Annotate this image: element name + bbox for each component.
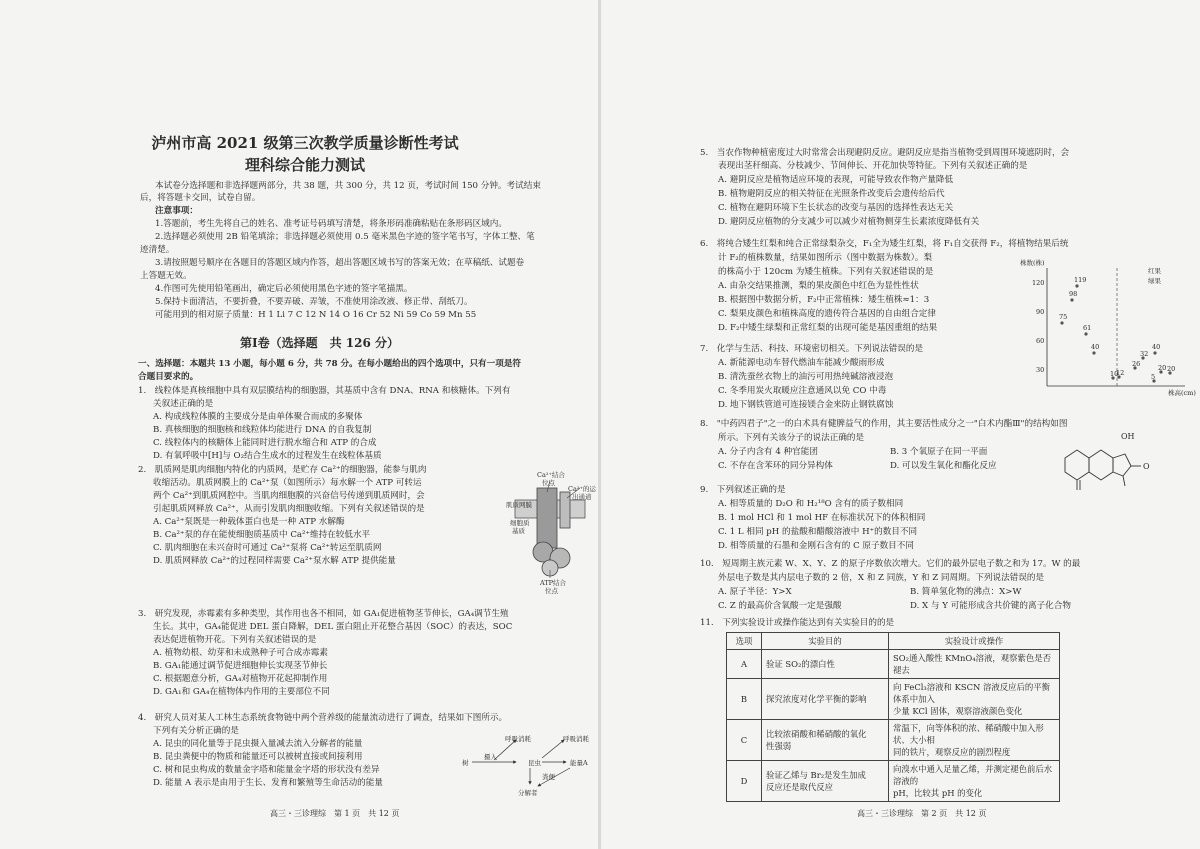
chart-ylabel: 株数(株)	[1020, 259, 1045, 267]
point-label: 12	[1116, 369, 1125, 377]
point-label: 40	[1091, 343, 1100, 351]
flow-label: 呼吸消耗	[505, 735, 531, 743]
table-row	[727, 761, 1060, 802]
q4-option-b: B. 昆虫粪便中的物质和能量还可以被树直接或间接利用	[153, 752, 363, 762]
exam-subtitle: 理科综合能力测试	[244, 156, 365, 174]
row-option: D	[727, 761, 762, 802]
row-option: B	[727, 679, 762, 720]
table-header: 选项	[727, 633, 762, 650]
q6-stem: 计 F₂的植株数量，结果如图所示（图中数据为株数）。梨	[718, 253, 933, 263]
row-operation: 常温下，向等体积的浓、稀硝酸中加入形状、大小相 同的铁片，观察反应的剧烈程度	[889, 720, 1060, 761]
row-operation: 向溴水中通入足量乙烯，并测定褪色前后水溶液的 pH，比较其 pH 的变化	[889, 761, 1060, 802]
notice-line: 上答题无效。	[140, 271, 192, 281]
flow-label: 树	[462, 759, 469, 767]
q2-option-b: B. Ca²⁺泵的存在能使细胞质基质中 Ca²⁺维持在较低水平	[153, 530, 371, 540]
y-tick: 60	[1036, 337, 1045, 345]
table-row	[727, 720, 1060, 761]
q10-stem: 外层电子数是其内层电子数的 2 倍，X 和 Z 同族，Y 和 Z 同周期。下列说法错误的是	[718, 573, 1045, 583]
table-row	[727, 650, 1060, 679]
q4-stem: 4. 研究人员对某人工林生态系统食物链中两个营养级的能量流动进行了调查，结果如下图所示。	[138, 713, 508, 723]
q3-option-b: B. GA₁能通过调节促进细胞伸长实现茎节伸长	[153, 661, 328, 671]
q2-option-d: D. 肌质网释放 Ca²⁺的过程同样需要 Ca²⁺泵水解 ATP 提供能量	[153, 556, 396, 566]
q4-stem: 下列有关分析正确的是	[153, 726, 239, 736]
q2-option-a: A. Ca²⁺泵既是一种载体蛋白也是一种 ATP 水解酶	[153, 517, 345, 527]
q5-stem: 表现出茎秆细高、分枝减少、节间伸长、开花加快等特征。下列有关叙述正确的是	[718, 161, 1028, 171]
q10-stem: 10. 短周期主族元素 W、X、Y、Z 的原子序数依次增大。它们的最外层电子数之和为 17。W 的最	[700, 559, 1081, 569]
point-label: 26	[1132, 360, 1141, 368]
notice-line: 4.作图可先使用铅笔画出，确定后必须使用黑色字迹的签字笔描黑。	[155, 284, 413, 294]
row-operation: 向 FeCl₃溶液和 KSCN 溶液反应后的平衡体系中加入 少量 KCl 固体，观察溶液颜色变化	[889, 679, 1060, 720]
point-label: 75	[1059, 313, 1068, 321]
row-option: C	[727, 720, 762, 761]
row-goal: 比较浓硝酸和稀硝酸的氧化 性强弱	[762, 720, 889, 761]
q2-option-c: C. 肌肉细胞在未兴奋时可通过 Ca²⁺泵将 Ca²⁺转运至肌质网	[153, 543, 382, 553]
flow-label: 能量A	[570, 759, 588, 767]
q4-option-d: D. 能量 A 表示是由用于生长、发育和繁殖等生命活动的能量	[153, 778, 383, 788]
row-option: A	[727, 650, 762, 679]
q6-option-b: B. 根据图中数据分析，F₂中正常植株：矮生植株≈1：3	[718, 295, 930, 305]
diagram-label: 位点	[542, 479, 555, 487]
q9-option-b: B. 1 mol HCl 和 1 mol HF 在标准状况下的体积相同	[718, 513, 926, 523]
page-footer: 高三・三诊理综 第 1 页 共 12 页	[270, 809, 400, 818]
chart-legend: 红果	[1148, 267, 1161, 275]
notice-line: 5.保持卡面清洁，不要折叠，不要弄破、弄皱，不准使用涂改液、修正带、刮纸刀。	[155, 297, 473, 307]
flow-label: 呼吸消耗	[563, 735, 589, 743]
intro-line: 本试卷分选择题和非选择题两部分，共 38 题，共 300 分，共 12 页，考试时间 150 分钟。考试结束	[155, 181, 541, 191]
y-tick: 120	[1032, 279, 1045, 287]
q3-stem: 生长。其中，GA₄能促进 DEL 蛋白降解，DEL 蛋白阻止开花整合基因（SOC）的表达，SOC	[153, 622, 513, 632]
row-goal: 验证乙烯与 Br₂是发生加成 反应还是取代反应	[762, 761, 889, 802]
diagram-label: 位点	[545, 587, 558, 595]
q10-option-c: C. Z 的最高价含氧酸一定是强酸	[718, 601, 842, 611]
diagram-label: 出通道	[572, 493, 592, 501]
q9-option-c: C. 1 L 相同 pH 的盐酸和醋酸溶液中 H⁺的数目不同	[718, 527, 918, 537]
q8-option-c: C. 不存在含苯环的同分异构体	[718, 461, 833, 471]
q10-option-b: B. 简单氢化物的沸点：X>W	[910, 587, 1022, 597]
point-label: 20	[1158, 364, 1167, 372]
notice-line: 1.答题前，考生先将自己的姓名、准考证号码填写清楚，将条形码准确粘贴在条形码区域内。	[155, 219, 507, 229]
notice-line: 迹清楚。	[140, 245, 175, 255]
q5-option-a: A. 避阴反应是植物适应环境的表现，可能导致农作物产量降低	[718, 175, 954, 185]
diagram-label: 基质	[512, 527, 525, 535]
q3-option-a: A. 植物幼根、幼芽和未成熟种子可合成赤霉素	[153, 648, 328, 658]
q6-option-c: C. 梨果皮颜色和植株高度的遗传符合基因的自由组合定律	[718, 309, 936, 319]
diagram-label: Ca²⁺结合	[537, 471, 565, 479]
notice-title: 注意事项：	[155, 206, 198, 216]
q3-option-d: D. GA₁和 GA₄在植物体内作用的主要部位不同	[153, 687, 330, 697]
q3-option-c: C. 根据题意分析，GA₄对植物开花起抑制作用	[153, 674, 328, 684]
q5-option-b: B. 植物避阴反应的相关特征在光照条件改变后会遗传给后代	[718, 189, 945, 199]
intro-line: 后，将答题卡交回，试卷自留。	[140, 193, 261, 203]
point-label: 40	[1152, 343, 1161, 351]
q2-stem: 两个 Ca²⁺到肌质网腔中。当肌肉细胞膜的兴奋信号传递到肌质网时，会	[153, 491, 425, 501]
chart-legend: 绿果	[1148, 277, 1161, 285]
q3-stem: 表达促进植物开花。下列有关叙述错误的是	[153, 635, 317, 645]
notice-line: 3.请按照题号顺序在各题目的答题区域内作答，超出答题区域书写的答案无效；在草稿纸、试题卷	[155, 258, 525, 268]
diagram-label: 肌质网膜	[506, 501, 532, 509]
notice-line: 2.选择题必须使用 2B 铅笔填涂；非选择题必须使用 0.5 毫米黑色字迹的签字笔书写，字体工整、笔	[155, 232, 535, 242]
flow-label: 摄入	[484, 753, 497, 761]
q7-option-a: A. 新能源电动车替代燃油车能减少酸雨形成	[718, 358, 885, 368]
chart-xlabel: 株高(cm)	[1168, 389, 1196, 397]
q4-option-a: A. 昆虫的同化量等于昆虫摄入量减去流入分解者的能量	[153, 739, 363, 749]
molecule-label-oh: OH	[1121, 432, 1135, 441]
q9-option-a: A. 相等质量的 D₂O 和 H₂¹⁸O 含有的质子数相同	[718, 499, 904, 509]
q5-stem: 5. 当农作物种植密度过大时常常会出现避阴反应。避阴反应是指当植物受到周围环境遮阴时，会	[700, 148, 1070, 158]
atomic-mass-line: 可能用到的相对原子质量：H 1 Li 7 C 12 N 14 O 16 Cr 52 Ni 59 Co 59 Mn 55	[155, 310, 477, 320]
q1-stem: 1. 线粒体是真核细胞中具有双层膜结构的细胞器，其基质中含有 DNA、RNA 和核糖体。下列有	[138, 386, 511, 396]
point-label: 20	[1167, 365, 1176, 373]
q6-stem: 6. 将纯合矮生红梨和纯合正常绿梨杂交，F₁全为矮生红梨，将 F₁自交获得 F₂，将植物结果后统	[700, 239, 1069, 249]
table-header: 实验目的	[762, 633, 889, 650]
q8-stem: 8. "中药四君子"之一的白术具有健脾益气的作用，其主要活性成分之一"白术内酯Ⅲ"的结构如图	[700, 419, 1068, 429]
row-goal: 验证 SO₂的漂白性	[762, 650, 889, 679]
q6-stem: 的株高小于 120cm 为矮生植株。下列有关叙述错误的是	[718, 267, 934, 277]
part-heading: 合题目要求的。	[138, 372, 199, 382]
diagram-label: ATP结合	[540, 579, 567, 587]
flow-label: 分解者	[518, 789, 538, 797]
flow-label: 昆虫	[528, 759, 541, 767]
q2-stem: 2. 肌质网是肌肉细胞内特化的内质网，是贮存 Ca²⁺的细胞器，能参与肌肉	[138, 465, 427, 475]
diagram-label: 细胞质	[510, 519, 530, 527]
q6-option-a: A. 由杂交结果推测，梨的果皮颜色中红色为显性性状	[718, 281, 919, 291]
exam-title: 泸州市高 2021 级第三次教学质量诊断性考试	[151, 134, 459, 152]
row-operation: SO₂通入酸性 KMnO₄溶液，观察紫色是否褪去	[889, 650, 1060, 679]
y-tick: 30	[1036, 366, 1045, 374]
q6-option-d: D. F₂中矮生绿梨和正常红梨的出现可能是基因重组的结果	[718, 323, 938, 333]
table-header: 实验设计或操作	[889, 633, 1060, 650]
row-goal: 探究浓度对化学平衡的影响	[762, 679, 889, 720]
q3-stem: 3. 研究发现，赤霉素有多种类型，其作用也各不相同，如 GA₁促进植物茎节伸长，GA₄调节生殖	[138, 609, 509, 619]
q4-option-c: C. 树和昆虫构成的数量金字塔和能量金字塔的形状没有差异	[153, 765, 380, 775]
point-label: 5	[1151, 373, 1156, 381]
q10-option-d: D. X 与 Y 可能形成含共价键的离子化合物	[910, 601, 1071, 611]
table-row	[727, 679, 1060, 720]
point-label: 119	[1074, 276, 1087, 284]
q2-stem: 引起肌质网释放 Ca²⁺，从而引发肌肉细胞收缩。下列有关叙述错误的是	[153, 504, 425, 514]
q8-option-b: B. 3 个氧原子在同一平面	[890, 447, 988, 457]
q2-stem: 收缩活动。肌质网膜上的 Ca²⁺泵（如图所示）每水解一个 ATP 可转运	[153, 478, 422, 488]
point-label: 98	[1069, 290, 1078, 298]
q9-option-d: D. 相等质量的石墨和金刚石含有的 C 原子数目不同	[718, 541, 914, 551]
q7-option-b: B. 清洗蚕丝衣物上的油污可用热纯碱溶液浸泡	[718, 372, 894, 382]
q1-option-b: B. 真核细胞的细胞核和线粒体均能进行 DNA 的自我复制	[153, 425, 372, 435]
point-label: 10	[1110, 370, 1119, 378]
experiment-table	[726, 632, 1060, 802]
q7-option-c: C. 冬季用炭火取暖应注意通风以免 CO 中毒	[718, 386, 887, 396]
q8-option-d: D. 可以发生氧化和酯化反应	[890, 461, 997, 471]
q8-stem: 所示。下列有关该分子的说法正确的是	[718, 433, 865, 443]
point-label: 61	[1083, 324, 1092, 332]
q1-option-a: A. 构成线粒体膜的主要成分是由单体聚合而成的多聚体	[153, 412, 363, 422]
y-tick: 90	[1036, 308, 1045, 316]
q1-option-d: D. 有氧呼吸中[H]与 O₂结合生成水的过程发生在线粒体基质	[153, 451, 382, 461]
q1-stem: 关叙述正确的是	[153, 399, 214, 409]
point-label: 32	[1140, 350, 1149, 358]
q9-stem: 9. 下列叙述正确的是	[700, 485, 786, 495]
q1-option-c: C. 线粒体内的核糖体上能同时进行脱水缩合和 ATP 的合成	[153, 438, 377, 448]
q8-option-a: A. 分子内含有 4 种官能团	[718, 447, 818, 457]
q7-stem: 7. 化学与生活、科技、环境密切相关。下列说法错误的是	[700, 344, 924, 354]
q11-stem: 11. 下列实验设计或操作能达到有关实验目的的是	[700, 618, 895, 628]
q7-option-d: D. 地下钢铁管道可连接镁合金来防止钢铁腐蚀	[718, 400, 894, 410]
page-footer: 高三・三诊理综 第 2 页 共 12 页	[857, 809, 987, 818]
part-heading: 一、选择题：本题共 13 小题，每小题 6 分，共 78 分。在每小题给出的四个选项中，只有一项是符	[138, 359, 522, 369]
diagram-label: Ca²⁺的运	[568, 485, 596, 493]
q5-option-d: D. 避阴反应植物的分支减少可以减少对植物侧芽生长素浓度降低有关	[718, 217, 980, 227]
table-header-row	[727, 633, 1060, 650]
flow-label: 粪便	[542, 773, 555, 781]
section-heading: 第Ⅰ卷（选择题 共 126 分）	[240, 336, 400, 350]
q5-option-c: C. 植物在避阴环境下生长状态的改变与基因的选择性表达无关	[718, 203, 954, 213]
molecule-label-o: O	[1143, 462, 1150, 471]
q10-option-a: A. 原子半径：Y>X	[718, 587, 792, 597]
